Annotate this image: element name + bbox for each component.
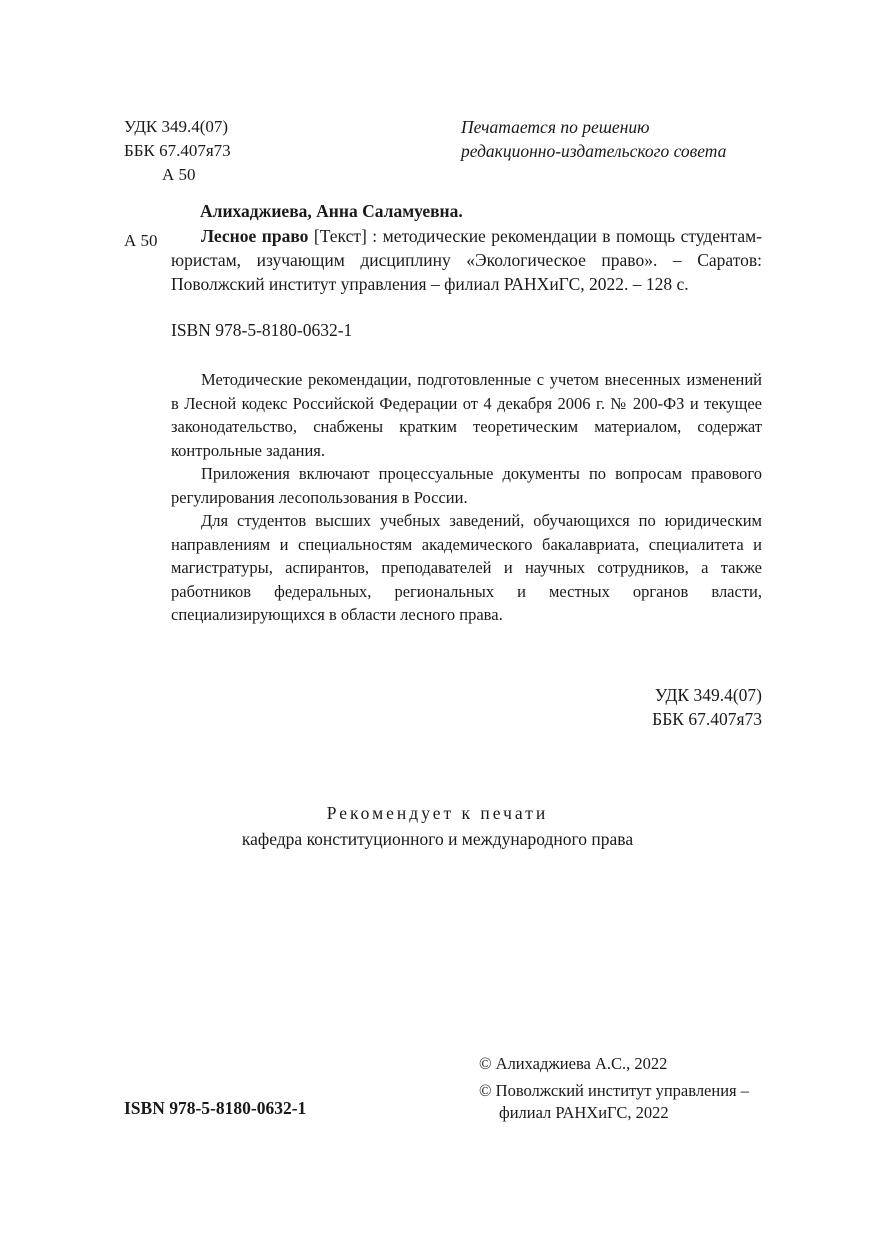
bbk-code-bottom: ББК 67.407я73 bbox=[652, 709, 762, 729]
publication-note-line2: редакционно-издательского совета bbox=[461, 141, 727, 161]
classification-block bbox=[124, 115, 231, 187]
author-sign: А 50 bbox=[162, 165, 196, 184]
publication-note-line1: Печатается по решению bbox=[461, 117, 650, 137]
annotation-paragraph: Приложения включают процессуальные документы по вопросам правового регулирования лесопользования в России. bbox=[171, 464, 762, 507]
isbn-bottom: ISBN 978-5-8180-0632-1 bbox=[124, 1098, 307, 1118]
classification-bottom bbox=[600, 683, 762, 731]
recommendation bbox=[0, 800, 875, 852]
copyright-institution-cont: филиал РАНХиГС, 2022 bbox=[499, 1103, 669, 1122]
publication-note bbox=[461, 115, 726, 163]
isbn-record: ISBN 978-5-8180-0632-1 bbox=[171, 320, 353, 340]
book-title: Лесное право bbox=[201, 226, 309, 246]
bbk-code: ББК 67.407я73 bbox=[124, 141, 231, 160]
copyright-author: © Алихаджиева А.С., 2022 bbox=[479, 1054, 668, 1073]
book-description: [Текст] : методические рекомендации в помощь студентам-юристам, изучающим дисциплину «Экологическое право». – Саратов: Поволжский институт управления – филиал РАНХиГС, 2022. – 128 с. bbox=[171, 226, 762, 294]
author-name: Алихаджиева, Анна Саламуевна. bbox=[200, 201, 463, 221]
copyright-institution: © Поволжский институт управления – bbox=[479, 1081, 750, 1100]
recommendation-heading: Рекомендует к печати bbox=[326, 803, 549, 823]
bibliographic-description bbox=[171, 224, 762, 296]
margin-author-sign: А 50 bbox=[124, 231, 158, 250]
udk-code-bottom: УДК 349.4(07) bbox=[654, 685, 762, 705]
udk-code: УДК 349.4(07) bbox=[124, 117, 229, 136]
annotation bbox=[171, 368, 762, 627]
recommendation-department: кафедра конституционного и международного права bbox=[241, 829, 634, 849]
copyright-block bbox=[479, 1053, 749, 1124]
annotation-paragraph: Для студентов высших учебных заведений, обучающихся по юридическим направлениям и специальностям академического бакалавриата, специалитета и магистратуры, аспирантов, преподавателей и научных сотрудников, а также работников федеральных, региональных и местных органов власти, специализирующихся в области лесного права. bbox=[171, 511, 762, 624]
annotation-paragraph: Методические рекомендации, подготовленные с учетом внесенных изменений в Лесной кодекс Российской Федерации от 4 декабря 2006 г. № 200-ФЗ и текущее законодательство, снабжены кратким теоретическим материалом, содержат контрольные задания. bbox=[171, 370, 762, 460]
